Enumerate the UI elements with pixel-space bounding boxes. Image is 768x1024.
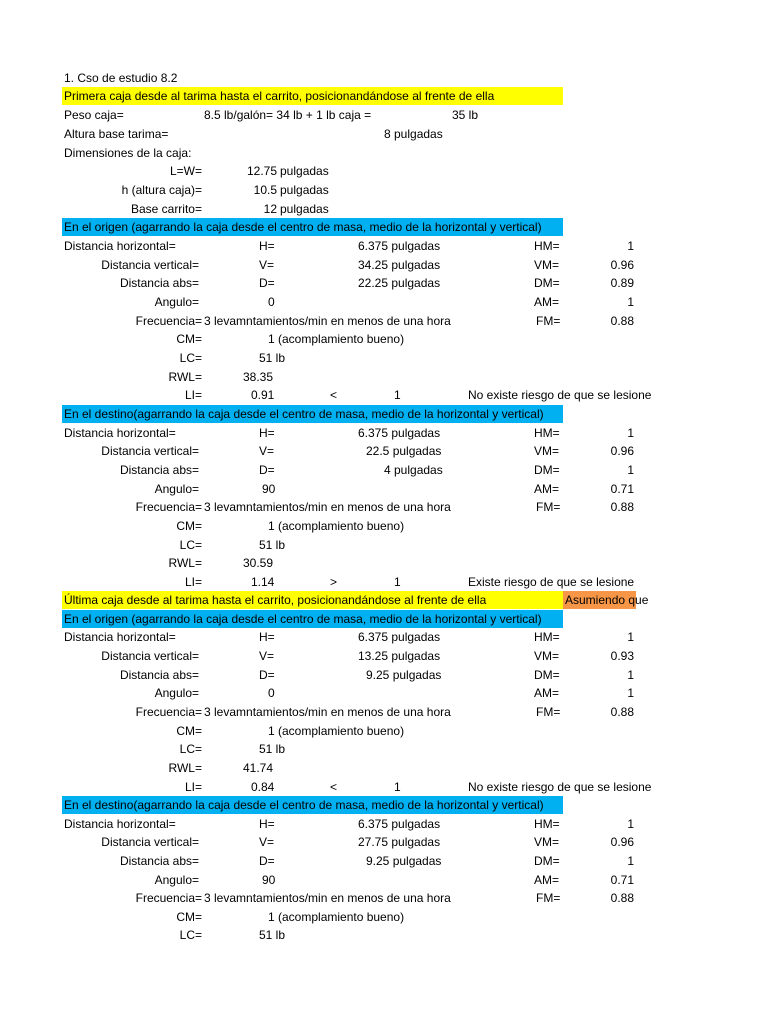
value-fm: 0.88 bbox=[610, 500, 634, 514]
key-fm: FM= bbox=[536, 705, 561, 719]
label-lc: LC= bbox=[179, 928, 202, 942]
label-li: LI= bbox=[184, 575, 202, 589]
symbol-h: H= bbox=[259, 817, 275, 831]
key-hm: HM= bbox=[534, 817, 560, 831]
key-am: AM= bbox=[534, 295, 560, 309]
label-distancia-vertical: Distancia vertical= bbox=[101, 835, 199, 849]
key-dm: DM= bbox=[534, 463, 560, 477]
altura-caja-unit: pulgadas bbox=[280, 183, 329, 197]
peso-caja-formula: 8.5 lb/galón= 34 lb + 1 lb caja = bbox=[204, 108, 372, 122]
key-am: AM= bbox=[534, 482, 560, 496]
li-message: No existe riesgo de que se lesione bbox=[468, 780, 652, 794]
value-cm: 1 (acomplamiento bueno) bbox=[268, 724, 405, 738]
label-distancia-abs: Distancia abs= bbox=[119, 463, 199, 477]
label-dimensiones: Dimensiones de la caja: bbox=[64, 146, 192, 160]
value-vm: 0.96 bbox=[610, 835, 634, 849]
block-header-text: En el origen (agarrando la caja desde el centro de masa, medio de la horizontal y vertical) bbox=[64, 220, 542, 234]
label-frecuencia: Frecuencia= bbox=[135, 705, 202, 719]
value-hm: 1 bbox=[627, 239, 634, 253]
value-fm: 0.88 bbox=[610, 891, 634, 905]
value-fm: 0.88 bbox=[610, 314, 634, 328]
symbol-v: V= bbox=[259, 835, 275, 849]
block-header-origen-2 bbox=[62, 610, 563, 628]
label-cm: CM= bbox=[176, 910, 202, 924]
value-am: 0.71 bbox=[610, 873, 634, 887]
value-li: 0.84 bbox=[251, 780, 275, 794]
li-message: Existe riesgo de que se lesione bbox=[468, 575, 635, 589]
label-altura-base-tarima: Altura base tarima= bbox=[64, 127, 169, 141]
value-frecuencia: 3 levamntamientos/min en menos de una hora bbox=[204, 705, 451, 719]
value-hm: 1 bbox=[627, 630, 634, 644]
label-frecuencia: Frecuencia= bbox=[135, 314, 202, 328]
key-vm: VM= bbox=[534, 835, 560, 849]
value-am: 0.71 bbox=[610, 482, 634, 496]
label-lc: LC= bbox=[179, 351, 202, 365]
value-fm: 0.88 bbox=[610, 705, 634, 719]
block-header-destino-2 bbox=[62, 796, 563, 814]
symbol-v: V= bbox=[259, 444, 275, 458]
label-lc: LC= bbox=[179, 538, 202, 552]
assumption-note-text: Asumiendo que bbox=[565, 593, 649, 607]
section-header-text: Primera caja desde al tarima hasta el carrito, posicionandándose al frente de ella bbox=[64, 89, 495, 103]
block-header-text: En el destino(agarrando la caja desde el centro de masa, medio de la horizontal y vertical) bbox=[64, 798, 544, 812]
key-fm: FM= bbox=[536, 500, 561, 514]
value-am: 1 bbox=[627, 686, 634, 700]
value-h: 6.375 pulgadas bbox=[358, 630, 441, 644]
value-li: 1.14 bbox=[251, 575, 275, 589]
key-hm: HM= bbox=[534, 239, 560, 253]
key-vm: VM= bbox=[534, 649, 560, 663]
symbol-v: V= bbox=[259, 649, 275, 663]
value-angulo: 90 bbox=[262, 873, 276, 887]
li-operator: > bbox=[330, 575, 338, 589]
label-distancia-abs: Distancia abs= bbox=[119, 854, 199, 868]
label-rwl: RWL= bbox=[168, 370, 202, 384]
value-h: 6.375 pulgadas bbox=[358, 817, 441, 831]
value-hm: 1 bbox=[627, 817, 634, 831]
value-v: 13.25 pulgadas bbox=[358, 649, 441, 663]
lw-value: 12.75 bbox=[246, 164, 277, 178]
label-frecuencia: Frecuencia= bbox=[135, 891, 202, 905]
value-v: 22.5 pulgadas bbox=[366, 444, 442, 458]
label-distancia-horizontal: Distancia horizontal= bbox=[64, 426, 176, 440]
symbol-v: V= bbox=[259, 258, 275, 272]
value-hm: 1 bbox=[627, 426, 634, 440]
key-am: AM= bbox=[534, 686, 560, 700]
label-altura-caja: h (altura caja)= bbox=[121, 183, 202, 197]
block-header-origen-1 bbox=[62, 218, 563, 236]
value-d: 22.25 pulgadas bbox=[358, 276, 441, 290]
value-dm: 0.89 bbox=[610, 276, 634, 290]
label-distancia-vertical: Distancia vertical= bbox=[101, 258, 199, 272]
value-v: 27.75 pulgadas bbox=[358, 835, 441, 849]
label-cm: CM= bbox=[176, 519, 202, 533]
section-header-last-box bbox=[62, 591, 563, 609]
value-v: 34.25 pulgadas bbox=[358, 258, 441, 272]
value-d: 4 pulgadas bbox=[384, 463, 443, 477]
peso-caja-value: 35 lb bbox=[452, 108, 479, 122]
symbol-d: D= bbox=[259, 854, 275, 868]
symbol-h: H= bbox=[259, 426, 275, 440]
value-h: 6.375 pulgadas bbox=[358, 426, 441, 440]
label-peso-caja: Peso caja= bbox=[64, 108, 124, 122]
label-rwl: RWL= bbox=[168, 761, 202, 775]
key-am: AM= bbox=[534, 873, 560, 887]
label-li: LI= bbox=[184, 780, 202, 794]
section-header-first-box bbox=[62, 87, 563, 105]
value-dm: 1 bbox=[627, 854, 634, 868]
value-rwl: 41.74 bbox=[243, 761, 274, 775]
block-header-text: En el origen (agarrando la caja desde el centro de masa, medio de la horizontal y vertical) bbox=[64, 612, 542, 626]
label-distancia-abs: Distancia abs= bbox=[119, 668, 199, 682]
key-fm: FM= bbox=[536, 314, 561, 328]
label-distancia-abs: Distancia abs= bbox=[119, 276, 199, 290]
value-cm: 1 (acomplamiento bueno) bbox=[268, 910, 405, 924]
li-operator: < bbox=[330, 780, 338, 794]
value-d: 9.25 pulgadas bbox=[366, 854, 442, 868]
altura-caja-value: 10.5 bbox=[253, 183, 277, 197]
section-header-text: Última caja desde al tarima hasta el carrito, posicionandándose al frente de ella bbox=[64, 593, 487, 607]
li-message: No existe riesgo de que se lesione bbox=[468, 388, 652, 402]
key-fm: FM= bbox=[536, 891, 561, 905]
label-lw: L=W= bbox=[169, 164, 202, 178]
value-li: 0.91 bbox=[251, 388, 275, 402]
label-frecuencia: Frecuencia= bbox=[135, 500, 202, 514]
value-cm: 1 (acomplamiento bueno) bbox=[268, 519, 405, 533]
li-reference: 1 bbox=[394, 388, 401, 402]
value-dm: 1 bbox=[627, 668, 634, 682]
symbol-d: D= bbox=[259, 276, 275, 290]
label-distancia-horizontal: Distancia horizontal= bbox=[64, 817, 176, 831]
label-cm: CM= bbox=[176, 332, 202, 346]
value-angulo: 90 bbox=[262, 482, 276, 496]
label-angulo: Angulo= bbox=[154, 686, 199, 700]
lw-unit: pulgadas bbox=[280, 164, 329, 178]
value-h: 6.375 pulgadas bbox=[358, 239, 441, 253]
value-rwl: 38.35 bbox=[243, 370, 274, 384]
key-hm: HM= bbox=[534, 426, 560, 440]
value-angulo: 0 bbox=[268, 295, 275, 309]
value-angulo: 0 bbox=[268, 686, 275, 700]
block-header-destino-1 bbox=[62, 405, 563, 423]
value-vm: 0.93 bbox=[610, 649, 634, 663]
label-rwl: RWL= bbox=[168, 556, 202, 570]
base-carrito-value: 12 bbox=[263, 202, 277, 216]
key-vm: VM= bbox=[534, 258, 560, 272]
key-dm: DM= bbox=[534, 276, 560, 290]
li-operator: < bbox=[330, 388, 338, 402]
assumption-note bbox=[563, 591, 649, 609]
value-rwl: 30.59 bbox=[243, 556, 274, 570]
label-cm: CM= bbox=[176, 724, 202, 738]
key-hm: HM= bbox=[534, 630, 560, 644]
label-li: LI= bbox=[184, 388, 202, 402]
value-lc: 51 lb bbox=[259, 928, 286, 942]
value-frecuencia: 3 levamntamientos/min en menos de una hora bbox=[204, 500, 451, 514]
key-dm: DM= bbox=[534, 668, 560, 682]
value-frecuencia: 3 levamntamientos/min en menos de una hora bbox=[204, 314, 451, 328]
label-distancia-horizontal: Distancia horizontal= bbox=[64, 239, 176, 253]
value-cm: 1 (acomplamiento bueno) bbox=[268, 332, 405, 346]
value-lc: 51 lb bbox=[259, 742, 286, 756]
value-vm: 0.96 bbox=[610, 444, 634, 458]
base-carrito-unit: pulgadas bbox=[280, 202, 329, 216]
sheet-title: 1. Cso de estudio 8.2 bbox=[64, 71, 178, 85]
block-header-text: En el destino(agarrando la caja desde el centro de masa, medio de la horizontal y vertical) bbox=[64, 407, 544, 421]
value-lc: 51 lb bbox=[259, 538, 286, 552]
li-reference: 1 bbox=[394, 780, 401, 794]
value-d: 9.25 pulgadas bbox=[366, 668, 442, 682]
value-lc: 51 lb bbox=[259, 351, 286, 365]
value-dm: 1 bbox=[627, 463, 634, 477]
li-reference: 1 bbox=[394, 575, 401, 589]
value-vm: 0.96 bbox=[610, 258, 634, 272]
label-angulo: Angulo= bbox=[154, 295, 199, 309]
label-distancia-vertical: Distancia vertical= bbox=[101, 649, 199, 663]
label-angulo: Angulo= bbox=[154, 873, 199, 887]
label-angulo: Angulo= bbox=[154, 482, 199, 496]
symbol-d: D= bbox=[259, 463, 275, 477]
label-distancia-horizontal: Distancia horizontal= bbox=[64, 630, 176, 644]
symbol-h: H= bbox=[259, 630, 275, 644]
value-am: 1 bbox=[627, 295, 634, 309]
key-dm: DM= bbox=[534, 854, 560, 868]
key-vm: VM= bbox=[534, 444, 560, 458]
altura-base-tarima-value: 8 pulgadas bbox=[384, 127, 443, 141]
symbol-d: D= bbox=[259, 668, 275, 682]
symbol-h: H= bbox=[259, 239, 275, 253]
label-lc: LC= bbox=[179, 742, 202, 756]
label-distancia-vertical: Distancia vertical= bbox=[101, 444, 199, 458]
value-frecuencia: 3 levamntamientos/min en menos de una hora bbox=[204, 891, 451, 905]
label-base-carrito: Base carrito= bbox=[130, 202, 202, 216]
